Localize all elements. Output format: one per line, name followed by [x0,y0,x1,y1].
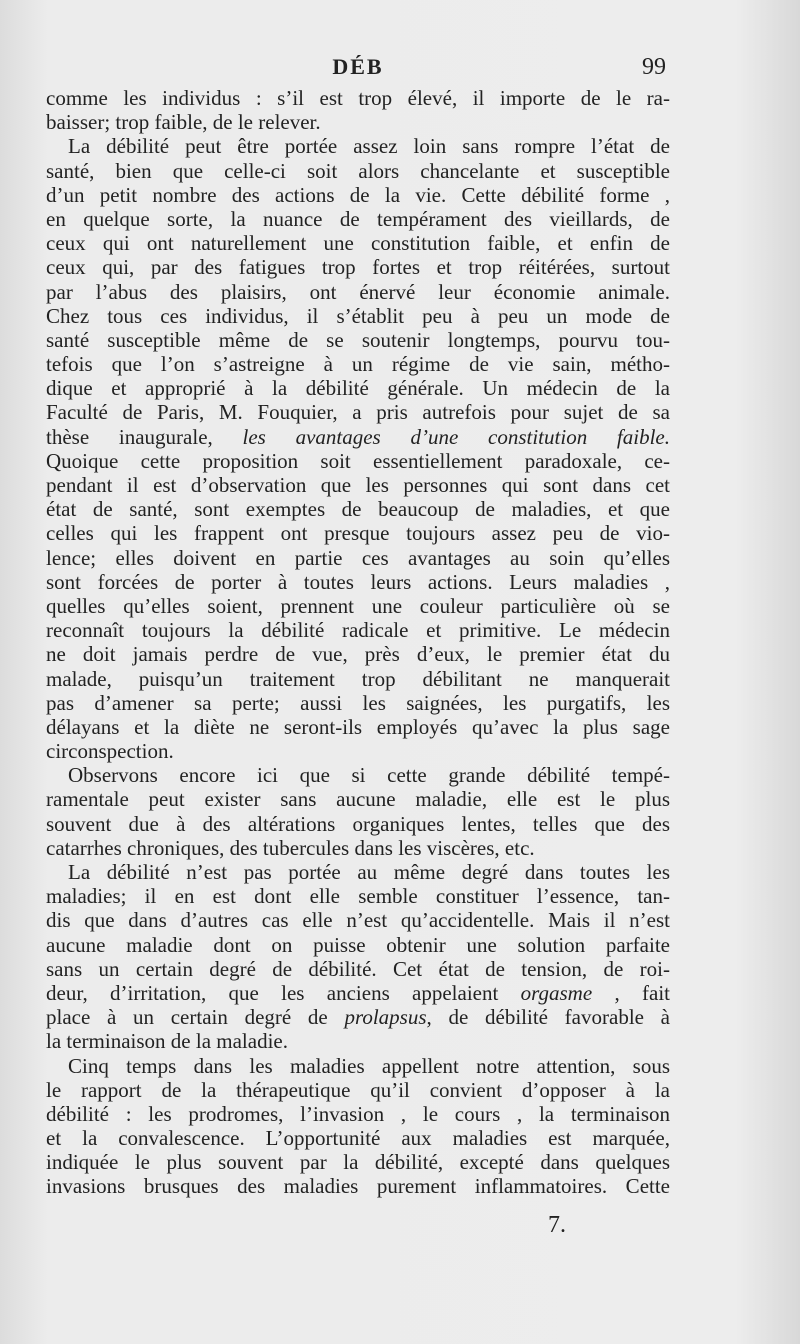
text-line: Cinq temps dans les maladies appellent notre attention, sous [68,1053,670,1078]
text-line: d’un petit nombre des actions de la vie. Cette débilité forme , [46,182,670,207]
running-head [46,54,670,84]
text-line: invasions brusques des maladies purement inflammatoires. Cette [46,1174,670,1199]
text-line: en quelque sorte, la nuance de tempérament des vieillards, de [46,206,670,231]
text-line: la terminaison de la maladie. [46,1029,288,1054]
text-line: débilité : les prodromes, l’invasion , le cours , la terminaison [46,1101,670,1126]
page-number: 99 [642,54,666,80]
text-line: le rapport de la thérapeutique qu’il convient d’opposer à la [46,1077,670,1102]
text-line: La débilité n’est pas portée au même degré dans toutes les [68,860,670,884]
text-line: quelles qu’elles soient, prennent une couleur particulière où se [46,593,670,618]
text-line: dis que dans d’autres cas elle n’est qu’accidentelle. Mais il n’est [46,908,670,933]
text-line: et la convalescence. L’opportunité aux maladies est marquée, [46,1126,670,1151]
italic-term: prolapsus [344,1005,427,1030]
text-line: pas d’amener sa perte; aussi les saignées, les purgatifs, les [46,690,670,715]
text-line: maladies; il en est dont elle semble constituer l’essence, tan- [46,884,670,909]
text-line: Quoique cette proposition soit essentiellement paradoxale, ce- [46,448,670,473]
text-line: reconnaît toujours la débilité radicale et primitive. Le médecin [46,618,670,643]
text-line: ne doit jamais perdre de vue, près d’eux, le premier état du [46,642,670,667]
text-line: indiquée le plus souvent par la débilité, excepté dans quelques [46,1150,670,1175]
text-line: ceux qui ont naturellement une constitution faible, et enfin de [46,231,670,256]
text-line: comme les individus : s’il est trop élevé, il importe de le ra- [46,86,670,110]
paragraph [46,134,670,763]
text-line: baisser; trop faible, de le relever. [46,110,321,135]
text-line: Chez tous ces individus, il s’établit peu à peu un mode de [46,303,670,328]
text-line: thèse inaugurale, les avantages d’une constitution faible. [46,424,671,449]
body-text [46,86,670,1199]
text-line: place à un certain degré de prolapsus, de débilité favorable à [46,1005,670,1030]
text-line: ramentale peut exister sans aucune maladie, elle est le plus [46,787,670,812]
text-line: malade, puisqu’un traitement trop débilitant ne manquerait [46,666,670,691]
text-line: deur, d’irritation, que les anciens appelaient orgasme , fait [46,980,670,1005]
text-line: lence; elles doivent en partie ces avantages au soin qu’elles [46,545,670,570]
text-line: ceux qui, par des fatigues trop fortes et trop réitérées, surtout [46,255,670,280]
italic-title: les avantages d’une constitution faible. [242,424,671,449]
text-line: catarrhes chroniques, des tubercules dans les viscères, etc. [46,835,535,860]
paragraph [46,1054,670,1199]
text-line: aucune maladie dont on puisse obtenir une solution parfaite [46,932,670,957]
text-line: dique et approprié à la débilité générale. Un médecin de la [46,376,670,401]
text-line: tefois que l’on s’astreigne à un régime de vie sain, métho- [46,352,670,377]
text-line: état de santé, sont exemptes de beaucoup de maladies, et que [46,497,670,522]
text-line: sans un certain degré de débilité. Cet état de tension, de roi- [46,956,670,981]
signature-mark: 7. [548,1212,566,1238]
text-line: pendant il est d’observation que les personnes qui sont dans cet [46,473,670,497]
text-line: santé, bien que celle-ci soit alors chancelante et susceptible [46,158,670,183]
paragraph [46,860,670,1054]
running-title: DÉB [332,54,384,79]
italic-term: orgasme [520,980,593,1005]
text-line: sont forcées de porter à toutes leurs actions. Leurs maladies , [46,569,670,594]
text-line: circonspection. [46,739,174,764]
text-line: La débilité peut être portée assez loin sans rompre l’état de [68,134,670,159]
text-line: celles qui les frappent ont presque toujours assez peu de vio- [46,521,670,546]
text-line: Faculté de Paris, M. Fouquier, a pris autrefois pour sujet de sa [46,400,670,425]
text-line: souvent due à des altérations organiques lentes, telles que des [46,811,670,836]
text-line: Observons encore ici que si cette grande débilité tempé- [68,763,670,788]
text-line: délayans et la diète ne seront-ils employés qu’avec la plus sage [46,714,670,739]
paragraph [46,86,670,134]
text-line: par l’abus des plaisirs, ont énervé leur économie animale. [46,279,670,304]
paragraph [46,763,670,860]
text-line: santé susceptible même de se soutenir longtemps, pourvu tou- [46,327,670,352]
